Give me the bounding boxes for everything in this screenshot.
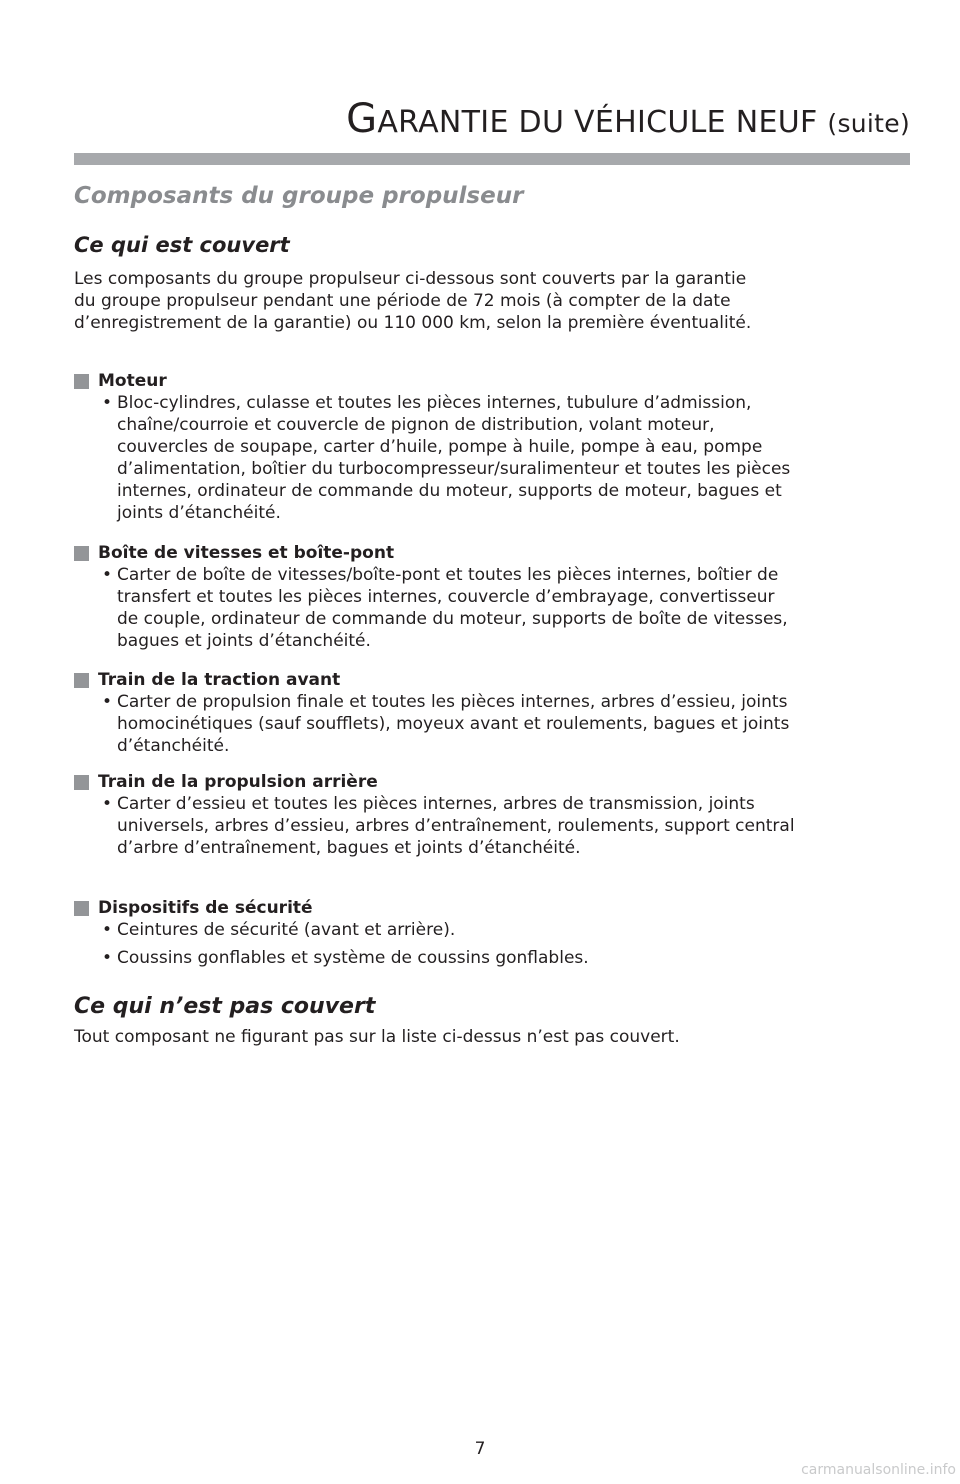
- square-bullet-icon: [74, 374, 89, 389]
- square-bullet-icon: [74, 901, 89, 916]
- group-traction-avant: [74, 669, 924, 757]
- list-item-line: de couple, ordinateur de commande du moteur, supports de boîte de vitesses,: [117, 609, 788, 629]
- page-title-suffix: (suite): [827, 109, 910, 138]
- page-title-initial: G: [346, 96, 378, 142]
- group-heading: [74, 669, 924, 691]
- list-item: [102, 947, 924, 969]
- list-item: [102, 793, 924, 859]
- list-item-line: Coussins gonflables et système de coussins gonflables.: [117, 948, 589, 968]
- not-covered-heading: Ce qui n’est pas couvert: [74, 994, 376, 1019]
- group-boite-de-vitesses: [74, 542, 924, 652]
- list-item-line: homocinétiques (sauf soufflets), moyeux avant et roulements, bagues et joints: [117, 714, 790, 734]
- covered-intro: [74, 268, 914, 334]
- list-item-line: Carter d’essieu et toutes les pièces internes, arbres de transmission, joints: [117, 794, 755, 814]
- not-covered-text: [74, 1026, 914, 1048]
- list-item-line: internes, ordinateur de commande du moteur, supports de moteur, bagues et: [117, 481, 782, 501]
- bullet-dot-icon: •: [102, 794, 113, 814]
- list-item-line: joints d’étanchéité.: [117, 503, 281, 523]
- list-item-line: Bloc-cylindres, culasse et toutes les pièces internes, tubulure d’admission,: [117, 393, 752, 413]
- group-heading: [74, 771, 924, 793]
- not-covered-line: Tout composant ne figurant pas sur la liste ci-dessus n’est pas couvert.: [74, 1027, 680, 1047]
- list-item: [102, 392, 924, 524]
- header-divider: [74, 153, 910, 165]
- page-title-main: ARANTIE DU VÉHICULE NEUF: [377, 105, 818, 140]
- group-label: Train de la propulsion arrière: [98, 772, 378, 792]
- group-dispositifs-securite: [74, 897, 924, 969]
- list-item-line: bagues et joints d’étanchéité.: [117, 631, 371, 651]
- bullet-dot-icon: •: [102, 565, 113, 585]
- watermark: carmanualsonline.info: [801, 1462, 956, 1478]
- list-item-line: Carter de boîte de vitesses/boîte-pont et toutes les pièces internes, boîtier de: [117, 565, 779, 585]
- square-bullet-icon: [74, 673, 89, 688]
- list-item-line: universels, arbres d’essieu, arbres d’entraînement, roulements, support central: [117, 816, 795, 836]
- group-label: Dispositifs de sécurité: [98, 898, 313, 918]
- list-item: [102, 919, 924, 941]
- square-bullet-icon: [74, 775, 89, 790]
- intro-line: Les composants du groupe propulseur ci-dessous sont couverts par la garantie: [74, 269, 747, 289]
- group-propulsion-arriere: [74, 771, 924, 859]
- group-moteur: [74, 370, 924, 524]
- list-item: [102, 691, 924, 757]
- list-item-line: transfert et toutes les pièces internes, couvercle d’embrayage, convertisseur: [117, 587, 775, 607]
- group-label: Train de la traction avant: [98, 670, 341, 690]
- list-item-line: d’étanchéité.: [117, 736, 230, 756]
- group-heading: [74, 897, 924, 919]
- list-item-line: Carter de propulsion finale et toutes les pièces internes, arbres d’essieu, joints: [117, 692, 788, 712]
- intro-line: du groupe propulseur pendant une période de 72 mois (à compter de la date: [74, 291, 731, 311]
- group-label: Moteur: [98, 371, 167, 391]
- bullet-dot-icon: •: [102, 692, 113, 712]
- list-item-line: Ceintures de sécurité (avant et arrière).: [117, 920, 456, 940]
- covered-heading: Ce qui est couvert: [74, 233, 290, 257]
- bullet-dot-icon: •: [102, 948, 113, 968]
- list-item-line: d’alimentation, boîtier du turbocompresseur/suralimenteur et toutes les pièces: [117, 459, 791, 479]
- list-item-line: chaîne/courroie et couvercle de pignon de distribution, volant moteur,: [117, 415, 715, 435]
- square-bullet-icon: [74, 546, 89, 561]
- list-item-line: couvercles de soupape, carter d’huile, pompe à huile, pompe à eau, pompe: [117, 437, 763, 457]
- group-heading: [74, 370, 924, 392]
- list-item-line: d’arbre d’entraînement, bagues et joints d’étanchéité.: [117, 838, 581, 858]
- page-title: [346, 96, 910, 142]
- list-item: [102, 564, 924, 652]
- group-label: Boîte de vitesses et boîte-pont: [98, 543, 395, 563]
- bullet-dot-icon: •: [102, 393, 113, 413]
- intro-line: d’enregistrement de la garantie) ou 110 000 km, selon la première éventualité.: [74, 313, 752, 333]
- bullet-dot-icon: •: [102, 920, 113, 940]
- page-number: 7: [474, 1439, 486, 1459]
- section-title: Composants du groupe propulseur: [74, 183, 524, 209]
- group-heading: [74, 542, 924, 564]
